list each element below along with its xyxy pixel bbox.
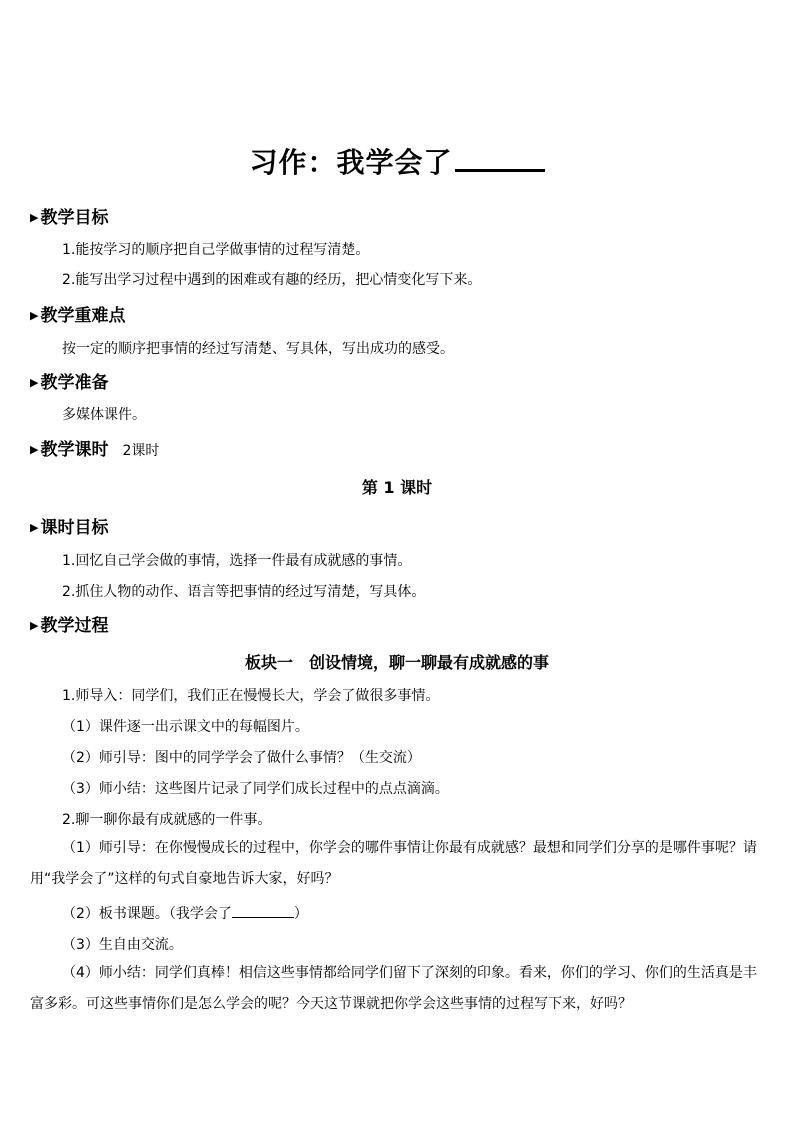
process-item-1-1: （1）课件逐一出示课文中的每幅图片。: [62, 719, 309, 735]
heading-key-points: ▶ 教学重难点: [30, 306, 126, 326]
triangle-bullet-icon: ▶: [30, 376, 39, 389]
heading-class-hours: ▶ 教学课时 2课时: [30, 440, 160, 460]
triangle-bullet-icon: ▶: [30, 309, 39, 322]
process-item-2-4: （4）师小结：同学们真棒！相信这些事情都给同学们留下了深刻的印象。看来，你们的学习、你们的生活真是丰富多彩。可这些事情你们是怎么学会的呢？今天这节课就把你学会这些事情的过程写下来，好吗？: [30, 965, 757, 1012]
preparation-text: 多媒体课件。: [62, 407, 146, 423]
lesson-goal-item-2: 2.抓住人物的动作、语言等把事情的经过写清楚，写具体。: [62, 584, 426, 600]
process-item-2-1: （1）师引导：在你慢慢成长的过程中，你学会的哪件事情让你最有成就感？最想和同学们分享的是哪件事呢？请用“我学会了”这样的句式自豪地告诉大家，好吗？: [30, 840, 757, 887]
process-item-1: 1.师导入：同学们，我们正在慢慢长大，学会了做很多事情。: [62, 688, 440, 704]
process-item-1-2: （2）师引导：图中的同学学会了做什么事情？（生交流）: [62, 750, 421, 766]
heading-preparation: ▶ 教学准备: [30, 373, 109, 393]
heading-teaching-goals: ▶ 教学目标: [30, 208, 109, 228]
fill-in-blank-line: [232, 905, 294, 918]
goal-item-2: 2.能写出学习过程中遇到的困难或有趣的经历，把心情变化写下来。: [62, 272, 482, 288]
lesson-title: 第 1 课时: [361, 478, 433, 497]
class-hours-value: 2课时: [122, 443, 160, 459]
heading-lesson-goals: ▶ 课时目标: [30, 518, 109, 538]
lesson-goal-item-1: 1.回忆自己学会做的事情，选择一件最有成就感的事情。: [62, 553, 412, 569]
triangle-bullet-icon: ▶: [30, 211, 39, 224]
triangle-bullet-icon: ▶: [30, 619, 39, 632]
process-item-2-2: （2）板书课题。（我学会了 ）: [62, 906, 308, 922]
heading-teaching-process: ▶ 教学过程: [30, 616, 109, 636]
block-title: 板块一 创设情境，聊一聊最有成就感的事: [244, 653, 549, 672]
process-item-2: 2.聊一聊你最有成就感的一件事。: [62, 812, 272, 828]
page-title: 习作：我学会了: [0, 141, 794, 181]
triangle-bullet-icon: ▶: [30, 521, 39, 534]
title-blank-line: [455, 147, 545, 172]
process-item-2-3: （3）生自由交流。: [62, 937, 183, 953]
key-points-text: 按一定的顺序把事情的经过写清楚、写具体，写出成功的感受。: [62, 341, 454, 357]
triangle-bullet-icon: ▶: [30, 443, 39, 456]
process-item-1-3: （3）师小结：这些图片记录了同学们成长过程中的点点滴滴。: [62, 781, 449, 797]
goal-item-1: 1.能按学习的顺序把自己学做事情的过程写清楚。: [62, 242, 370, 258]
